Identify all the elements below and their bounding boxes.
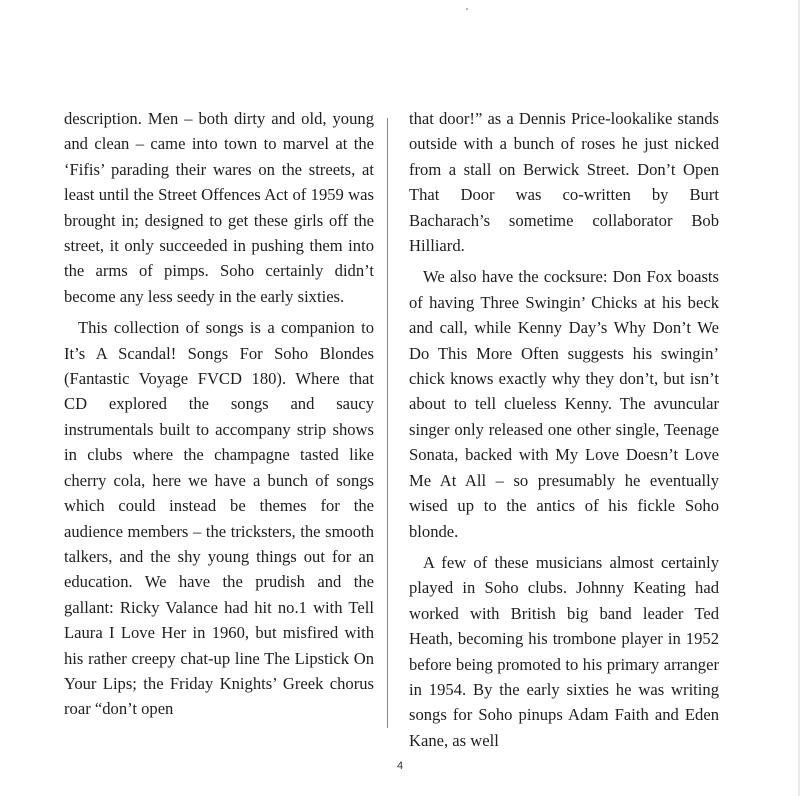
column-divider <box>387 118 388 728</box>
paragraph: We also have the cocksure: Don Fox boasts of having Three Swingin’ Chicks at his beck and call, while Kenny Day’s Why Don’t We Do This More Often suggests his swingin’ chick knows exactly why they don’t, but isn’t about to tell clueless Kenny. The avuncular singer only released one other single, Teenage Sonata, backed with My Love Doesn’t Love Me At All – so presumably he eventually wised up to the antics of his fickle Soho blonde. <box>409 267 719 541</box>
paragraph: A few of these musicians almost certainly played in Soho clubs. Johnny Keating had worked with British big band leader Ted Heath, becoming his trombone player in 1952 before being promoted to his primary arranger in 1954. By the early sixties he was writing songs for Soho pinups Adam Faith and Eden Kane, as well <box>409 552 719 750</box>
paragraph: This collection of songs is a companion to It’s A Scandal! Songs For Soho Blondes (Fantastic Voyage FVCD 180). Where that CD explored the songs and saucy instrumentals built to accompany strip shows in clubs where the champagne tasted like cherry cola, here we have a bunch of songs which could instead be themes for the audience members – the tricksters, the smooth talkers, and the shy young things out for an education. We have the prudish and the gallant: Ricky Valance had hit no.1 with Tell Laura I Love Her in 1960, but misfired with his rather creepy chat-up line The Lipstick On Your Lips; the Friday Knights’ Greek chorus roar “don’t open <box>64 318 374 719</box>
paragraph: that door!” as a Dennis Price-lookalike stands outside with a bunch of roses he just nicked from a stall on Berwick Street. Don’t Open That Door was co-written by Burt Bacharach’s sometime collaborator Bob Hilliard. <box>409 109 719 256</box>
right-text-column <box>409 106 719 759</box>
scan-speck <box>466 8 468 10</box>
paragraph: description. Men – both dirty and old, young and clean – came into town to marvel at the ‘Fifis’ parading their wares on the streets, at least until the Street Offences Act of 1959 was brought in; designed to get these girls off the street, it only succeeded in pushing them into the arms of pimps. Soho certainly didn’t become any less seedy in the early sixties. <box>64 109 374 306</box>
page-number: 4 <box>396 760 404 772</box>
left-text-column <box>64 106 374 728</box>
